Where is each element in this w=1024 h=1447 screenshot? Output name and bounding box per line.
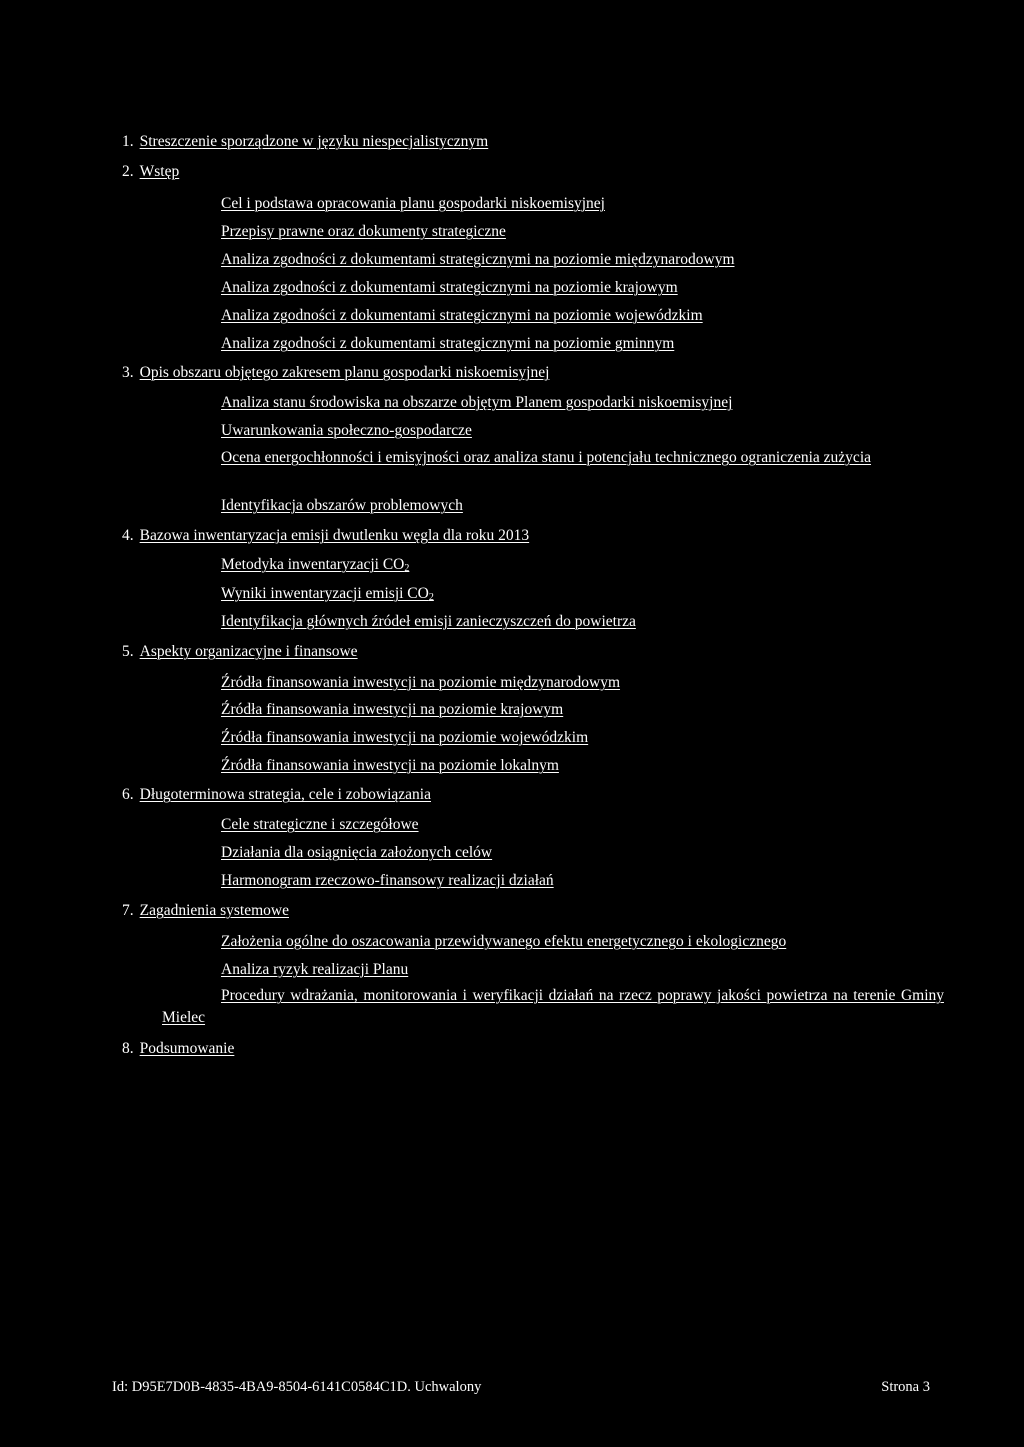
section-number: 1. <box>122 133 134 150</box>
toc-item[interactable]: Uwarunkowania społeczno-gospodarcze <box>221 422 472 439</box>
section-number: 8. <box>122 1040 134 1057</box>
section-title[interactable]: Długoterminowa strategia, cele i zobowiązania <box>139 786 431 803</box>
section-title[interactable]: Aspekty organizacyjne i finansowe <box>139 643 358 660</box>
document-id: Id: D95E7D0B-4835-4BA9-8504-6141C0584C1D. Uchwalony <box>112 1379 482 1395</box>
toc-item[interactable]: Założenia ogólne do oszacowania przewidywanego efektu energetycznego i ekologicznego <box>221 933 787 950</box>
toc-item[interactable]: Identyfikacja obszarów problemowych <box>221 497 463 514</box>
toc-item[interactable]: Analiza zgodności z dokumentami strategicznymi na poziomie gminnym <box>221 335 675 352</box>
section-number: 3. <box>122 364 134 381</box>
toc-section-1[interactable] <box>122 133 488 151</box>
toc-item[interactable]: Analiza zgodności z dokumentami strategicznymi na poziomie międzynarodowym <box>221 251 735 268</box>
toc-item[interactable] <box>221 585 434 603</box>
toc-item-text: Wyniki inwentaryzacji emisji CO <box>221 585 429 602</box>
toc-item[interactable]: Źródła finansowania inwestycji na poziomie wojewódzkim <box>221 729 589 746</box>
toc-item-wrapped[interactable]: Procedury wdrażania, monitorowania i weryfikacji działań na rzecz poprawy jakości powietrza na terenie Gminy Mielec <box>162 987 944 1026</box>
section-title[interactable]: Podsumowanie <box>139 1040 235 1057</box>
toc-item[interactable]: Źródła finansowania inwestycji na poziomie międzynarodowym <box>221 674 621 691</box>
toc-item[interactable]: Cele strategiczne i szczegółowe <box>221 816 419 833</box>
toc-section-2[interactable] <box>122 163 179 181</box>
toc-section-6[interactable] <box>122 786 431 804</box>
toc-section-5[interactable] <box>122 643 358 661</box>
section-title[interactable]: Wstęp <box>139 163 180 180</box>
toc-item[interactable]: Harmonogram rzeczowo-finansowy realizacji działań <box>221 872 554 889</box>
section-number: 4. <box>122 527 134 544</box>
subscript: 2 <box>404 563 410 574</box>
toc-item[interactable]: Analiza zgodności z dokumentami strategicznymi na poziomie krajowym <box>221 279 678 296</box>
subscript: 2 <box>428 592 434 603</box>
toc-item[interactable]: Analiza ryzyk realizacji Planu <box>221 961 409 978</box>
section-title[interactable]: Zagadnienia systemowe <box>139 902 289 919</box>
toc-section-8[interactable] <box>122 1040 234 1058</box>
toc-section-3[interactable] <box>122 364 549 382</box>
section-number: 7. <box>122 902 134 919</box>
toc-item[interactable]: Cel i podstawa opracowania planu gospodarki niskoemisyjnej <box>221 195 605 212</box>
toc-section-7[interactable] <box>122 902 289 920</box>
toc-item[interactable]: Analiza stanu środowiska na obszarze objętym Planem gospodarki niskoemisyjnej <box>221 394 733 411</box>
toc-item[interactable]: Przepisy prawne oraz dokumenty strategiczne <box>221 223 506 240</box>
toc-item[interactable]: Identyfikacja głównych źródeł emisji zanieczyszczeń do powietrza <box>221 613 636 630</box>
toc-item[interactable] <box>221 556 409 574</box>
toc-item-wrapped[interactable]: Ocena energochłonności i emisyjności oraz analiza stanu i potencjału technicznego ograniczenia zużycia <box>221 449 872 466</box>
toc-item-text: Metodyka inwentaryzacji CO <box>221 556 405 573</box>
toc-item[interactable]: Analiza zgodności z dokumentami strategicznymi na poziomie wojewódzkim <box>221 307 703 324</box>
toc-section-4[interactable] <box>122 527 529 545</box>
section-title[interactable]: Opis obszaru objętego zakresem planu gospodarki niskoemisyjnej <box>139 364 550 381</box>
section-title[interactable]: Streszczenie sporządzone w języku niespecjalistycznym <box>139 133 489 150</box>
section-number: 2. <box>122 163 134 180</box>
section-title[interactable]: Bazowa inwentaryzacja emisji dwutlenku węgla dla roku 2013 <box>139 527 530 544</box>
page-number: Strona 3 <box>881 1379 930 1395</box>
section-number: 5. <box>122 643 134 660</box>
toc-item[interactable]: Działania dla osiągnięcia założonych celów <box>221 844 493 861</box>
section-number: 6. <box>122 786 134 803</box>
toc-item[interactable]: Źródła finansowania inwestycji na poziomie lokalnym <box>221 757 559 774</box>
toc-item[interactable]: Źródła finansowania inwestycji na poziomie krajowym <box>221 701 564 718</box>
